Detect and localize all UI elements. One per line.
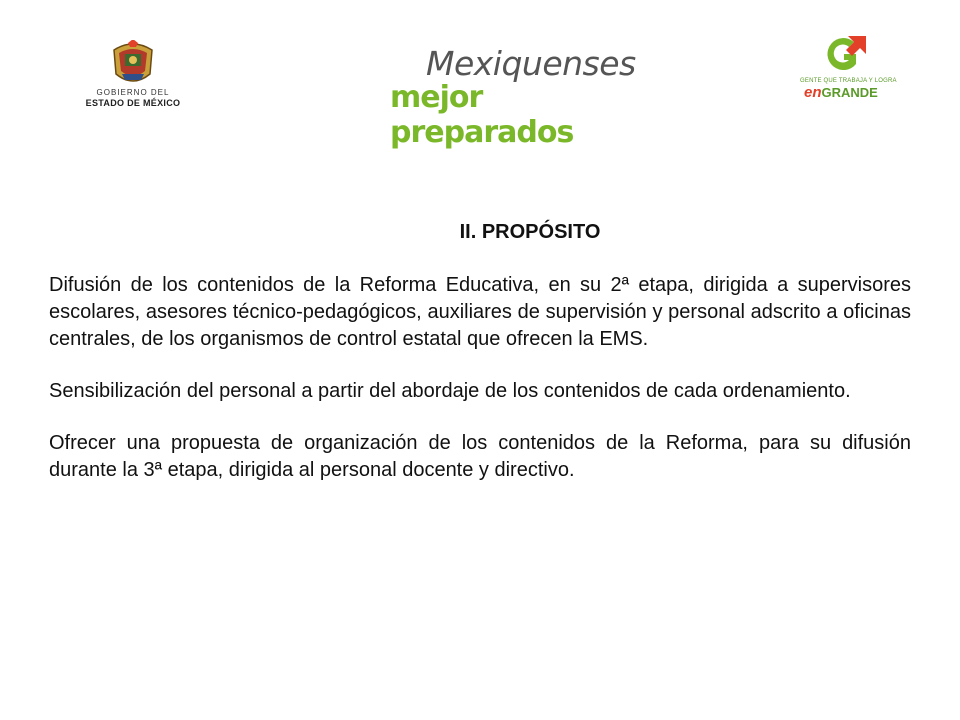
program-logo-line2: mejor preparados	[390, 80, 574, 150]
engrande-en: en	[804, 84, 822, 101]
gov-logo-line1: GOBIERNO DEL	[96, 88, 170, 97]
engrande-grande: GRANDE	[821, 85, 878, 100]
slide-content	[49, 220, 911, 509]
paragraph-propuesta: Ofrecer una propuesta de organización de los contenidos de la Reforma, para su difusión durante la 3ª etapa, dirigida al personal docente y directivo.	[49, 432, 911, 481]
engrande-wordmark	[804, 84, 890, 102]
state-coat-of-arms-icon	[108, 40, 158, 86]
slide-header	[0, 0, 960, 150]
section-title: II. PROPÓSITO	[459, 221, 601, 243]
paragraph-sensibilizacion: Sensibilización del personal a partir del abordaje de los contenidos de cada ordenamiento.	[49, 380, 851, 402]
mexiquenses-mejor-preparados-logo	[380, 44, 640, 150]
program-logo-line1: Mexiquenses	[426, 44, 636, 83]
gov-logo-line2: ESTADO DE MÉXICO	[85, 98, 181, 108]
paragraph-difusion: Difusión de los contenidos de la Reforma Educativa, en su 2ª etapa, dirigida a supervisores escolares, asesores técnico-pedagógicos, auxiliares de supervisión y personal adscrito a oficinas centrales, de los organismos de control estatal que ofrecen la EMS.	[49, 274, 911, 350]
g-letter-icon	[818, 34, 868, 76]
engrande-logo	[800, 34, 897, 104]
gobierno-estado-mexico-logo	[78, 40, 188, 112]
engrande-tagline: GENTE QUE TRABAJA Y LOGRA	[800, 78, 897, 84]
